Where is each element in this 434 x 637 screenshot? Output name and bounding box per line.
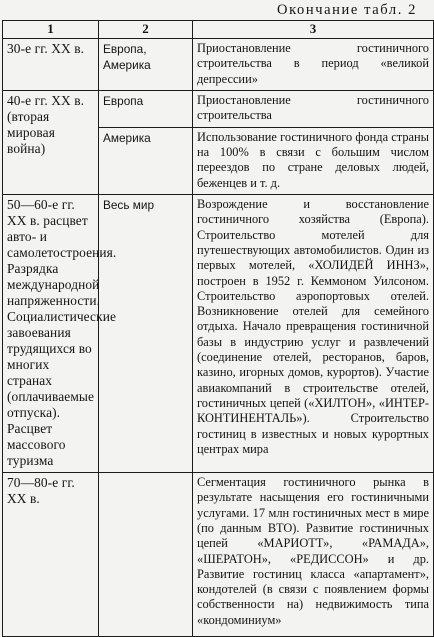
event-cell: Сегментация гостиничного рынка в результате насыщения его гостиничными услугами. 17 млн гостиничных мест в мире (по данным ВТО). Развитие гостиничных цепей «МАРИОТТ», «РАМАДА», «ШЕРАТОН», «РЕДИССОН» и др. Развитие гостиниц класса «апартамент», кондотелей (в связи с появлением формы собственности на) недвижимость типа «кондоминиум» <box>193 473 434 637</box>
event-cell: Приостановление гостиничного строительства в период «великой депрессии» <box>193 39 434 91</box>
period-cell: 70—80-е гг. ХХ в. <box>3 473 99 637</box>
table-row <box>3 90 434 127</box>
period-cell: 40-е гг. ХХ в. (вторая мировая война) <box>3 90 99 194</box>
table-row <box>3 39 434 91</box>
period-cell: 30-е гг. ХХ в. <box>3 39 99 91</box>
event-cell: Использование гостиничного фонда страны на 100% в связи с большим числом переездов по стране деловых людей, беженцев и т. д. <box>193 127 434 194</box>
column-header-2: 2 <box>99 21 193 39</box>
region-cell: Европа <box>99 90 193 127</box>
region-cell <box>99 473 193 637</box>
column-header-3: 3 <box>193 21 434 39</box>
column-header-1: 1 <box>3 21 99 39</box>
table-row <box>3 473 434 637</box>
hotel-history-table <box>2 20 434 637</box>
table-caption: Окончание табл. 2 <box>277 2 417 18</box>
event-cell: Приостановление гостиничного строительства <box>193 90 434 127</box>
region-cell: Америка <box>99 127 193 194</box>
region-cell: Весь мир <box>99 195 193 473</box>
event-cell: Возрождение и восстановление гостиничного хозяйства (Европа). Строительство мотелей для путешествующих автомобилистов. Один из первых мотелей, «ХОЛИДЕЙ ИННЗ», построен в 1952 г. Кеммоном Уилсоном. Строительство аэропортовых отелей. Возникновение отелей для семейного отдыха. Начало превращения гостиничной базы в индустрию услуг и развлечений (соединение отелей, ресторанов, баров, казино, игорных домов, курортов). Участие авиакомпаний в строительстве отелей, гостиничных цепей («ХИЛТОН», «ИНТЕР-КОНТИНЕНТАЛЬ»). Строительство гостиниц в известных и новых курортных центрах мира <box>193 195 434 473</box>
table-header-row <box>3 21 434 39</box>
region-cell: Европа, Америка <box>99 39 193 91</box>
period-cell: 50—60-е гг. ХХ в. расцвет авто- и самолетостроения. Разрядка международной напряженности. Социалистические завоевания трудящихся во многих странах (оплачиваемые отпуска). Расцвет массового туризма <box>3 195 99 473</box>
table-row <box>3 195 434 473</box>
